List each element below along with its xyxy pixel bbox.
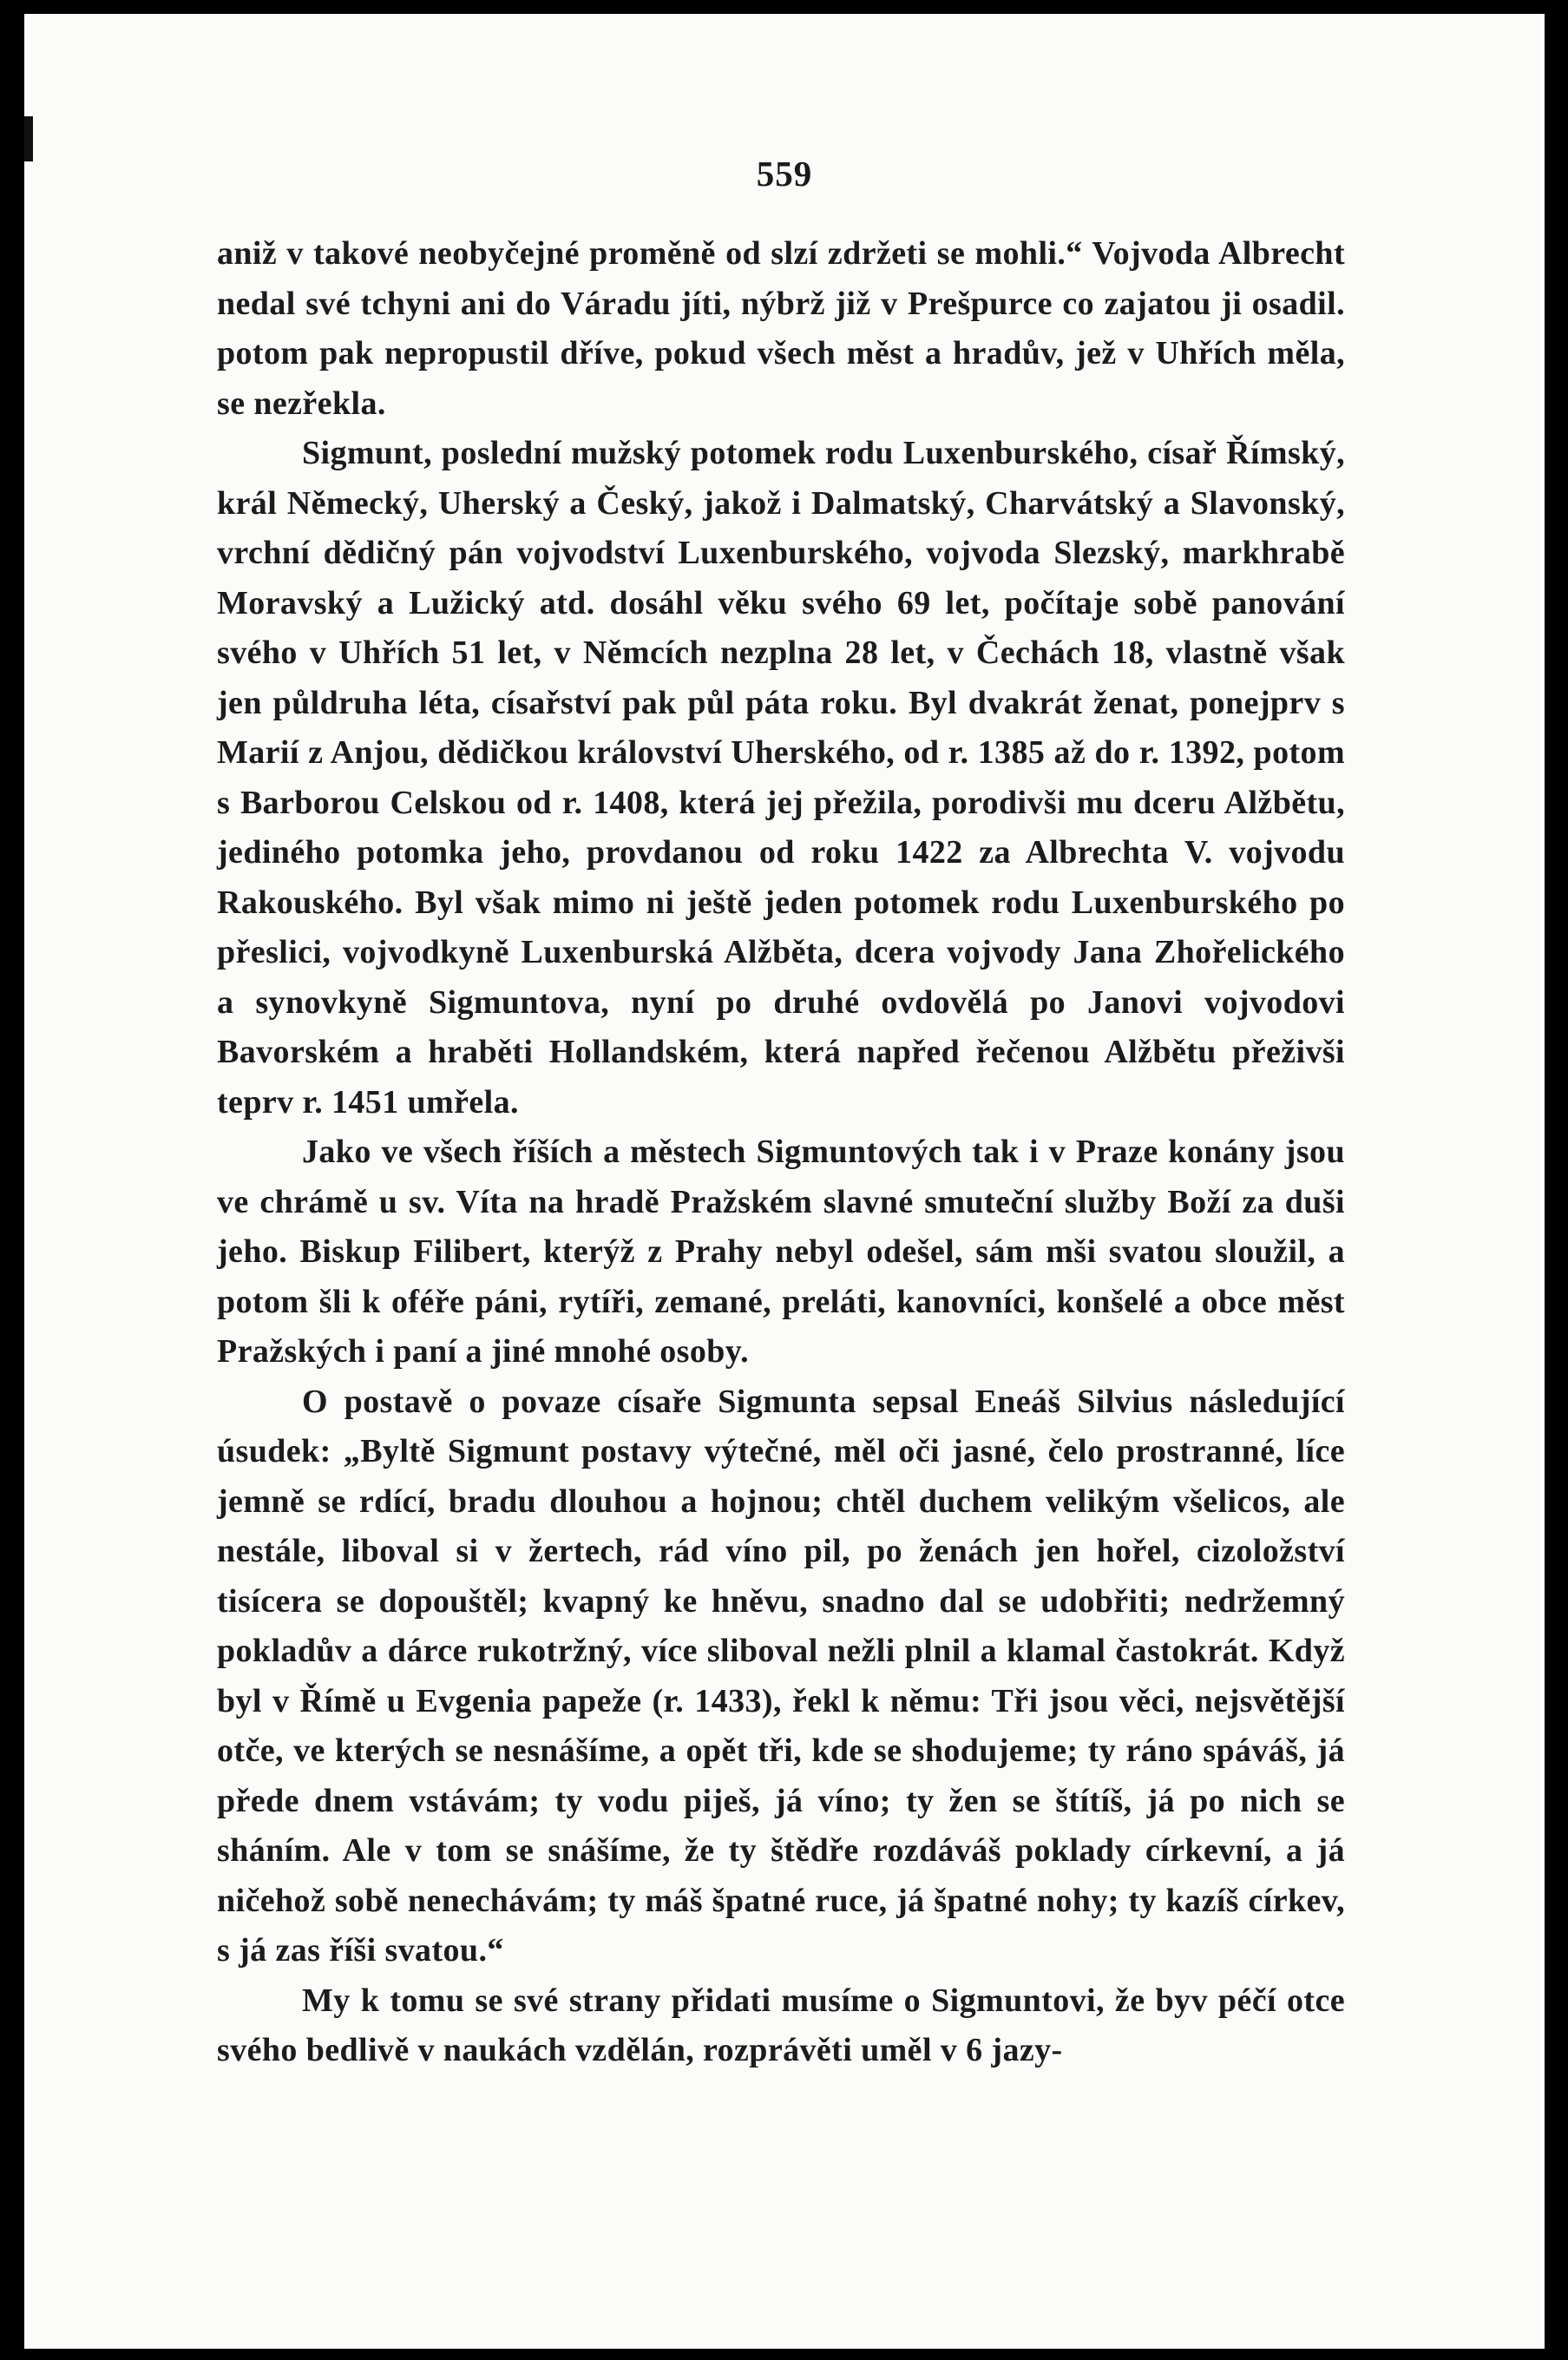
paragraph-1: aniž v takové neobyčejné proměně od slzí zdržeti se mohli.“ Vojvoda Albrecht nedal své tchyni ani do Váradu jíti, nýbrž již v Prešpurce co zajatou ji osadil. potom pak nepropustil dříve, pokud všech měst a hradův, jež v Uhřích měla, se nezřekla. [217,235,1345,422]
paragraph-3: Jako ve všech říších a městech Sigmuntových tak i v Praze konány jsou ve chrámě u sv. Víta na hradě Pražském slavné smuteční služby Boží za duši jeho. Biskup Filibert, kterýž z Prahy nebyl odešel, sám mši svatou sloužil, a potom šli k oféře páni, rytíři, zemané, preláti, kanovníci, konšelé a obce měst Pražských i paní a jiné mnohé osoby. [217,1134,1345,1370]
page-body [217,229,1345,2076]
page-number: 559 [756,154,813,194]
book-page [24,14,1545,2349]
paragraph-4: O postavě o povaze císaře Sigmunta sepsal Eneáš Silvius následující úsudek: „Byltě Sigmunt postavy výtečné, měl oči jasné, čelo prostranné, líce jemně se rdící, bradu dlouhou a hojnou; chtěl duchem velikým všelicos, ale nestále, liboval si v žertech, rád víno pil, po ženách jen hořel, cizoložství tisícera se dopouštěl; kvapný ke hněvu, snadno dal se udobřiti; nedržemný pokladův a dárce rukotržný, více sliboval nežli plnil a klamal častokrát. Když byl v Římě u Evgenia papeže (r. 1433), řekl k němu: Tři jsou věci, nejsvětější otče, ve kterých se nesnášíme, a opět tři, kde se shodujeme; ty ráno spáváš, já přede dnem vstávám; ty vodu piješ, já víno; ty žen se štítíš, já po nich se sháním. Ale v tom se snášíme, že ty štědře rozdáváš poklady církevní, a já ničehož sobě nenechávám; ty máš špatné ruce, já špatné nohy; ty kazíš církev, s já zas říši svatou.“ [217,1383,1345,1969]
paragraph-2: Sigmunt, poslední mužský potomek rodu Luxenburského, císař Římský, král Německý, Uherský a Český, jakož i Dalmatský, Charvátský a Slavonský, vrchní dědičný pán vojvodství Luxenburského, vojvoda Slezský, markhrabě Moravský a Lužický atd. dosáhl věku svého 69 let, počítaje sobě panování svého v Uhřích 51 let, v Němcích nezplna 28 let, v Čechách 18, vlastně však jen půldruha léta, císařství pak půl páta roku. Byl dvakrát ženat, ponejprv s Marií z Anjou, dědičkou království Uherského, od r. 1385 až do r. 1392, potom s Barborou Celskou od r. 1408, která jej přežila, porodivši mu dceru Alžbětu, jediného potomka jeho, provdanou od roku 1422 za Albrechta V. vojvodu Rakouského. Byl však mimo ni ještě jeden potomek rodu Luxenburského po přeslici, vojvodkyně Luxenburská Alžběta, dcera vojvody Jana Zhořelického a synovkyně Sigmuntova, nyní po druhé ovdovělá po Janovi vojvodovi Bavorském a hraběti Hollandském, která napřed řečenou Alžbětu přeživši teprv r. 1451 umřela. [217,435,1345,1121]
paragraph-5: My k tomu se své strany přidati musíme o Sigmuntovi, že byv péčí otce svého bedlivě v naukách vzdělán, rozprávěti uměl v 6 jazy- [217,1982,1345,2068]
